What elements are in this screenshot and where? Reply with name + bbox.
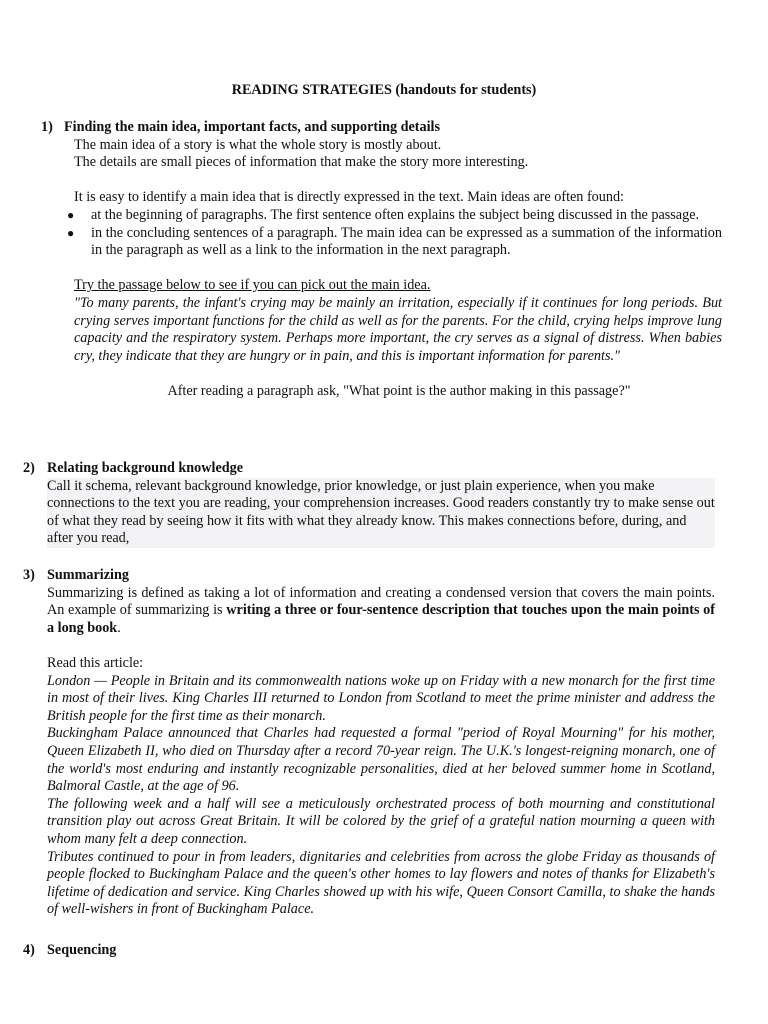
summary-example: writing a three or four-sentence description that touches upon the main points of a long book	[47, 602, 715, 636]
main-idea-intro: It is easy to identify a main idea that is directly expressed in the text. Main ideas are often found:	[74, 189, 624, 206]
section-body	[0, 478, 715, 548]
section-title: Sequencing	[47, 942, 117, 958]
section-title: Finding the main idea, important facts, and supporting details	[64, 119, 441, 135]
section-heading	[0, 942, 768, 960]
bullet-list	[67, 206, 722, 260]
section-title: Relating background knowledge	[47, 460, 244, 476]
section-body	[0, 137, 722, 383]
section-background-knowledge	[0, 460, 768, 548]
definition-details: The details are small pieces of information that make the story more interesting.	[74, 154, 529, 171]
section-number: 1)	[41, 119, 53, 135]
section-heading	[0, 460, 768, 478]
article-paragraph: Tributes continued to pour in from leaders, dignitaries and celebrities from across the globe Friday as thousands of people flocked to Buckingham Palace and the queen's other homes to lay flowers and notes of thanks for Elizabeth's lifetime of dedication and service. King Charles showed up with his wife, Queen Consort Camilla, to shake the hands of well-wishers in front of Buckingham Palace.	[47, 848, 715, 918]
section-sequencing	[0, 942, 768, 960]
article-paragraph: London — People in Britain and its commonwealth nations woke up on Friday with a new monarch for the first time in most of their lives. King Charles III returned to London from Scotland to meet the prime minister and address the British people for the first time as their monarch.	[47, 672, 715, 724]
bullet-icon: ●	[67, 207, 75, 222]
summarizing-definition: Summarizing is defined as taking a lot of information and creating a condensed version that covers the main points. An example of summarizing is writing a three or four-sentence description that touches upon the main points of a long book.	[47, 584, 715, 636]
exercise-prompt: Try the passage below to see if you can pick out the main idea.	[74, 277, 431, 294]
article-paragraph: The following week and a half will see a meticulously orchestrated process of both mourning and constitutional transition play out across Great Britain. It will be colored by the grief of a grateful nation mourning a queen with whom many felt a deep connection.	[47, 795, 715, 847]
section-summarizing	[0, 567, 768, 919]
section-main-idea	[0, 119, 768, 401]
section-heading	[0, 119, 768, 137]
list-item: ● in the concluding sentences of a paragraph. The main idea can be expressed as a summation of the information in the paragraph as well as a link to the information in the next paragraph.	[67, 224, 722, 259]
section-body	[0, 585, 715, 919]
bullet-icon: ●	[67, 225, 75, 240]
list-item: ● at the beginning of paragraphs. The first sentence often explains the subject being discussed in the passage.	[67, 206, 700, 223]
section-heading	[0, 567, 768, 585]
article-paragraph: Buckingham Palace announced that Charles had requested a formal "period of Royal Mourning" for his mother, Queen Elizabeth II, who died on Thursday after a record 70-year reign. The U.K.'s longest-reigning monarch, one of the world's most enduring and instantly recognizable personalities, died at her beloved summer home in Scotland, Balmoral Castle, at the age of 96.	[47, 725, 715, 795]
definition-main-idea: The main idea of a story is what the whole story is mostly about.	[74, 136, 442, 153]
section-number: 3)	[23, 567, 35, 583]
document-title: READING STRATEGIES (handouts for students)	[231, 82, 537, 98]
section-title: Summarizing	[47, 567, 129, 583]
background-knowledge-text: Call it schema, relevant background knowledge, prior knowledge, or just plain experience, when you make connections to the text you are reading, your comprehension increases. Good readers constantly try to make sense out of what they read by seeing how it fits with what they already know. This makes connections before, during, and after you read,	[47, 477, 715, 547]
section-number: 4)	[23, 942, 35, 958]
section-number: 2)	[23, 460, 35, 476]
sample-passage: "To many parents, the infant's crying may be mainly an irritation, especially if it continues for long periods. But crying serves important functions for the child as well as for the parents. For the child, crying helps improve lung capacity and the respiratory system. Perhaps more important, the cry serves as a signal of distress. When babies cry, they indicate that they are hungry or in pain, and this is important information for parents."	[74, 294, 722, 364]
article-prompt: Read this article:	[47, 654, 144, 671]
reflection-question: After reading a paragraph ask, "What point is the author making in this passage?"	[167, 382, 631, 399]
